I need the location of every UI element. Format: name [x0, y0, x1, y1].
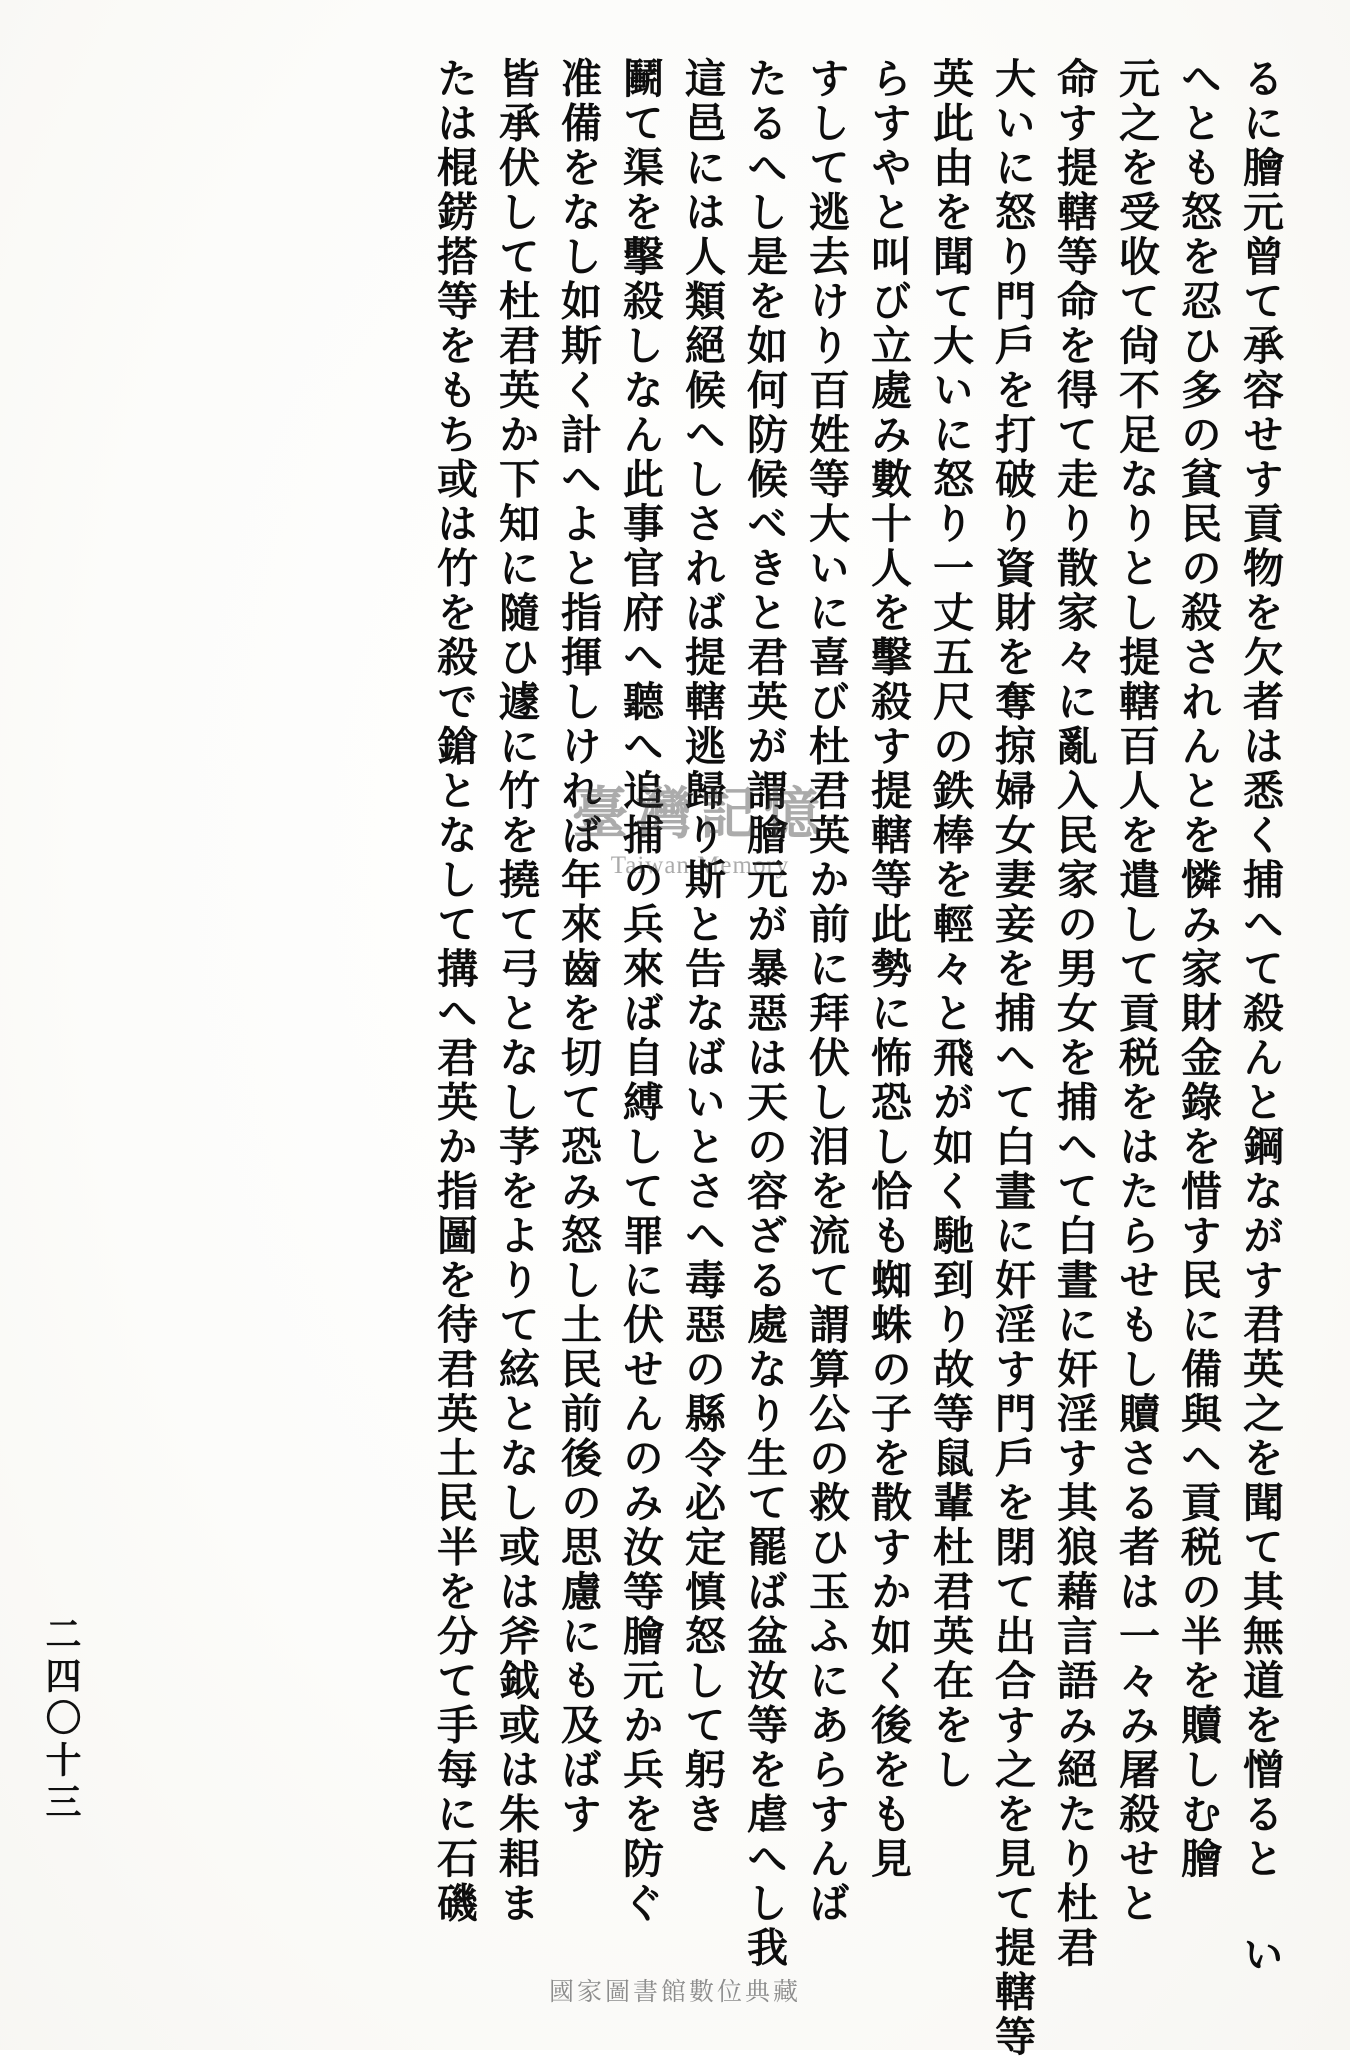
text-column: たは棍錺搭等をもち或は竹を殺で鎗となして搆へ君英か指圖を待君英土民半を分て手每に石磯 [430, 57, 478, 1926]
watermark-english: Taiwan Memory [610, 852, 790, 879]
footer-credit: 國家圖書館數位典藏 [548, 1977, 801, 2006]
text-column: 鬭て渠を擊殺しなん此事官府へ聽へ追捕の兵來ば自縛して罪に伏せんのみ汝等膾元か兵を防ぐ [616, 57, 664, 1926]
text-column: 英此由を聞て大いに怒り一丈五尺の鉄棒を輕々と飛が如く馳到り故等鼠輩杜君英在をし [926, 57, 974, 1793]
text-column: 皆承伏して杜君英か下知に隨ひ遽に竹を撓て弓となし芧をよりて絃となし或は斧鉞或は朱耜ま [492, 57, 540, 1926]
text-column: 這邑には人類絕候へしされば提轄逃歸り斯と告なばいとさへ毒惡の縣令必定慎怒して躬き [678, 57, 726, 1837]
text-column: たるへし是を如何防候べきと君英が謂膾元が暴惡は天の容ざる處なり生て罷ば盆汝等を虐へし我 [740, 57, 788, 1971]
page-number: 二四〇十三 [40, 1615, 82, 1825]
text-column: るに膾元曾て承容せす貢物を欠者は悉く捕へて殺んと鋼ながす君英之を聞て其無道を憎ると い [1236, 57, 1284, 1978]
text-column: へとも怒を忍ひ多の貧民の殺されんとを憐み家財金錄を惜す民に備與へ貢税の半を贖しむ膾 [1174, 57, 1222, 1882]
text-column: すして逃去けり百姓等大いに喜び杜君英か前に拜伏し泪を流て謂算公の救ひ玉ふにあらすんば [802, 57, 850, 1926]
text-column: 元之を受收て尙不足なりとし提轄百人を遣して貢税をはたらせもし贖さる者は一々み屠殺せと [1112, 57, 1160, 1926]
text-column: らすやと叫び立處み數十人を擊殺す提轄等此勢に怖恐し恰も蜘蛛の子を散すか如く後をも見 [864, 57, 912, 1882]
text-column: 大いに怒り門戶を打破り資財を奪掠婦女妻妾を捕へて白晝に奸淫す門戶を閉て出合す之を見て提轄等 [988, 57, 1036, 2060]
text-column: 命す提轄等命を得て走り散家々に亂入民家の男女を捕へて白晝に奸淫す其狼藉言語み絕たり杜君 [1050, 57, 1098, 1971]
text-column: 准備をなし如斯く計へよと指揮しければ年來齒を切て恐み怒し土民前後の思慮にも及ばす [554, 57, 602, 1837]
watermark-chinese: 臺灣記憶 [572, 781, 828, 847]
